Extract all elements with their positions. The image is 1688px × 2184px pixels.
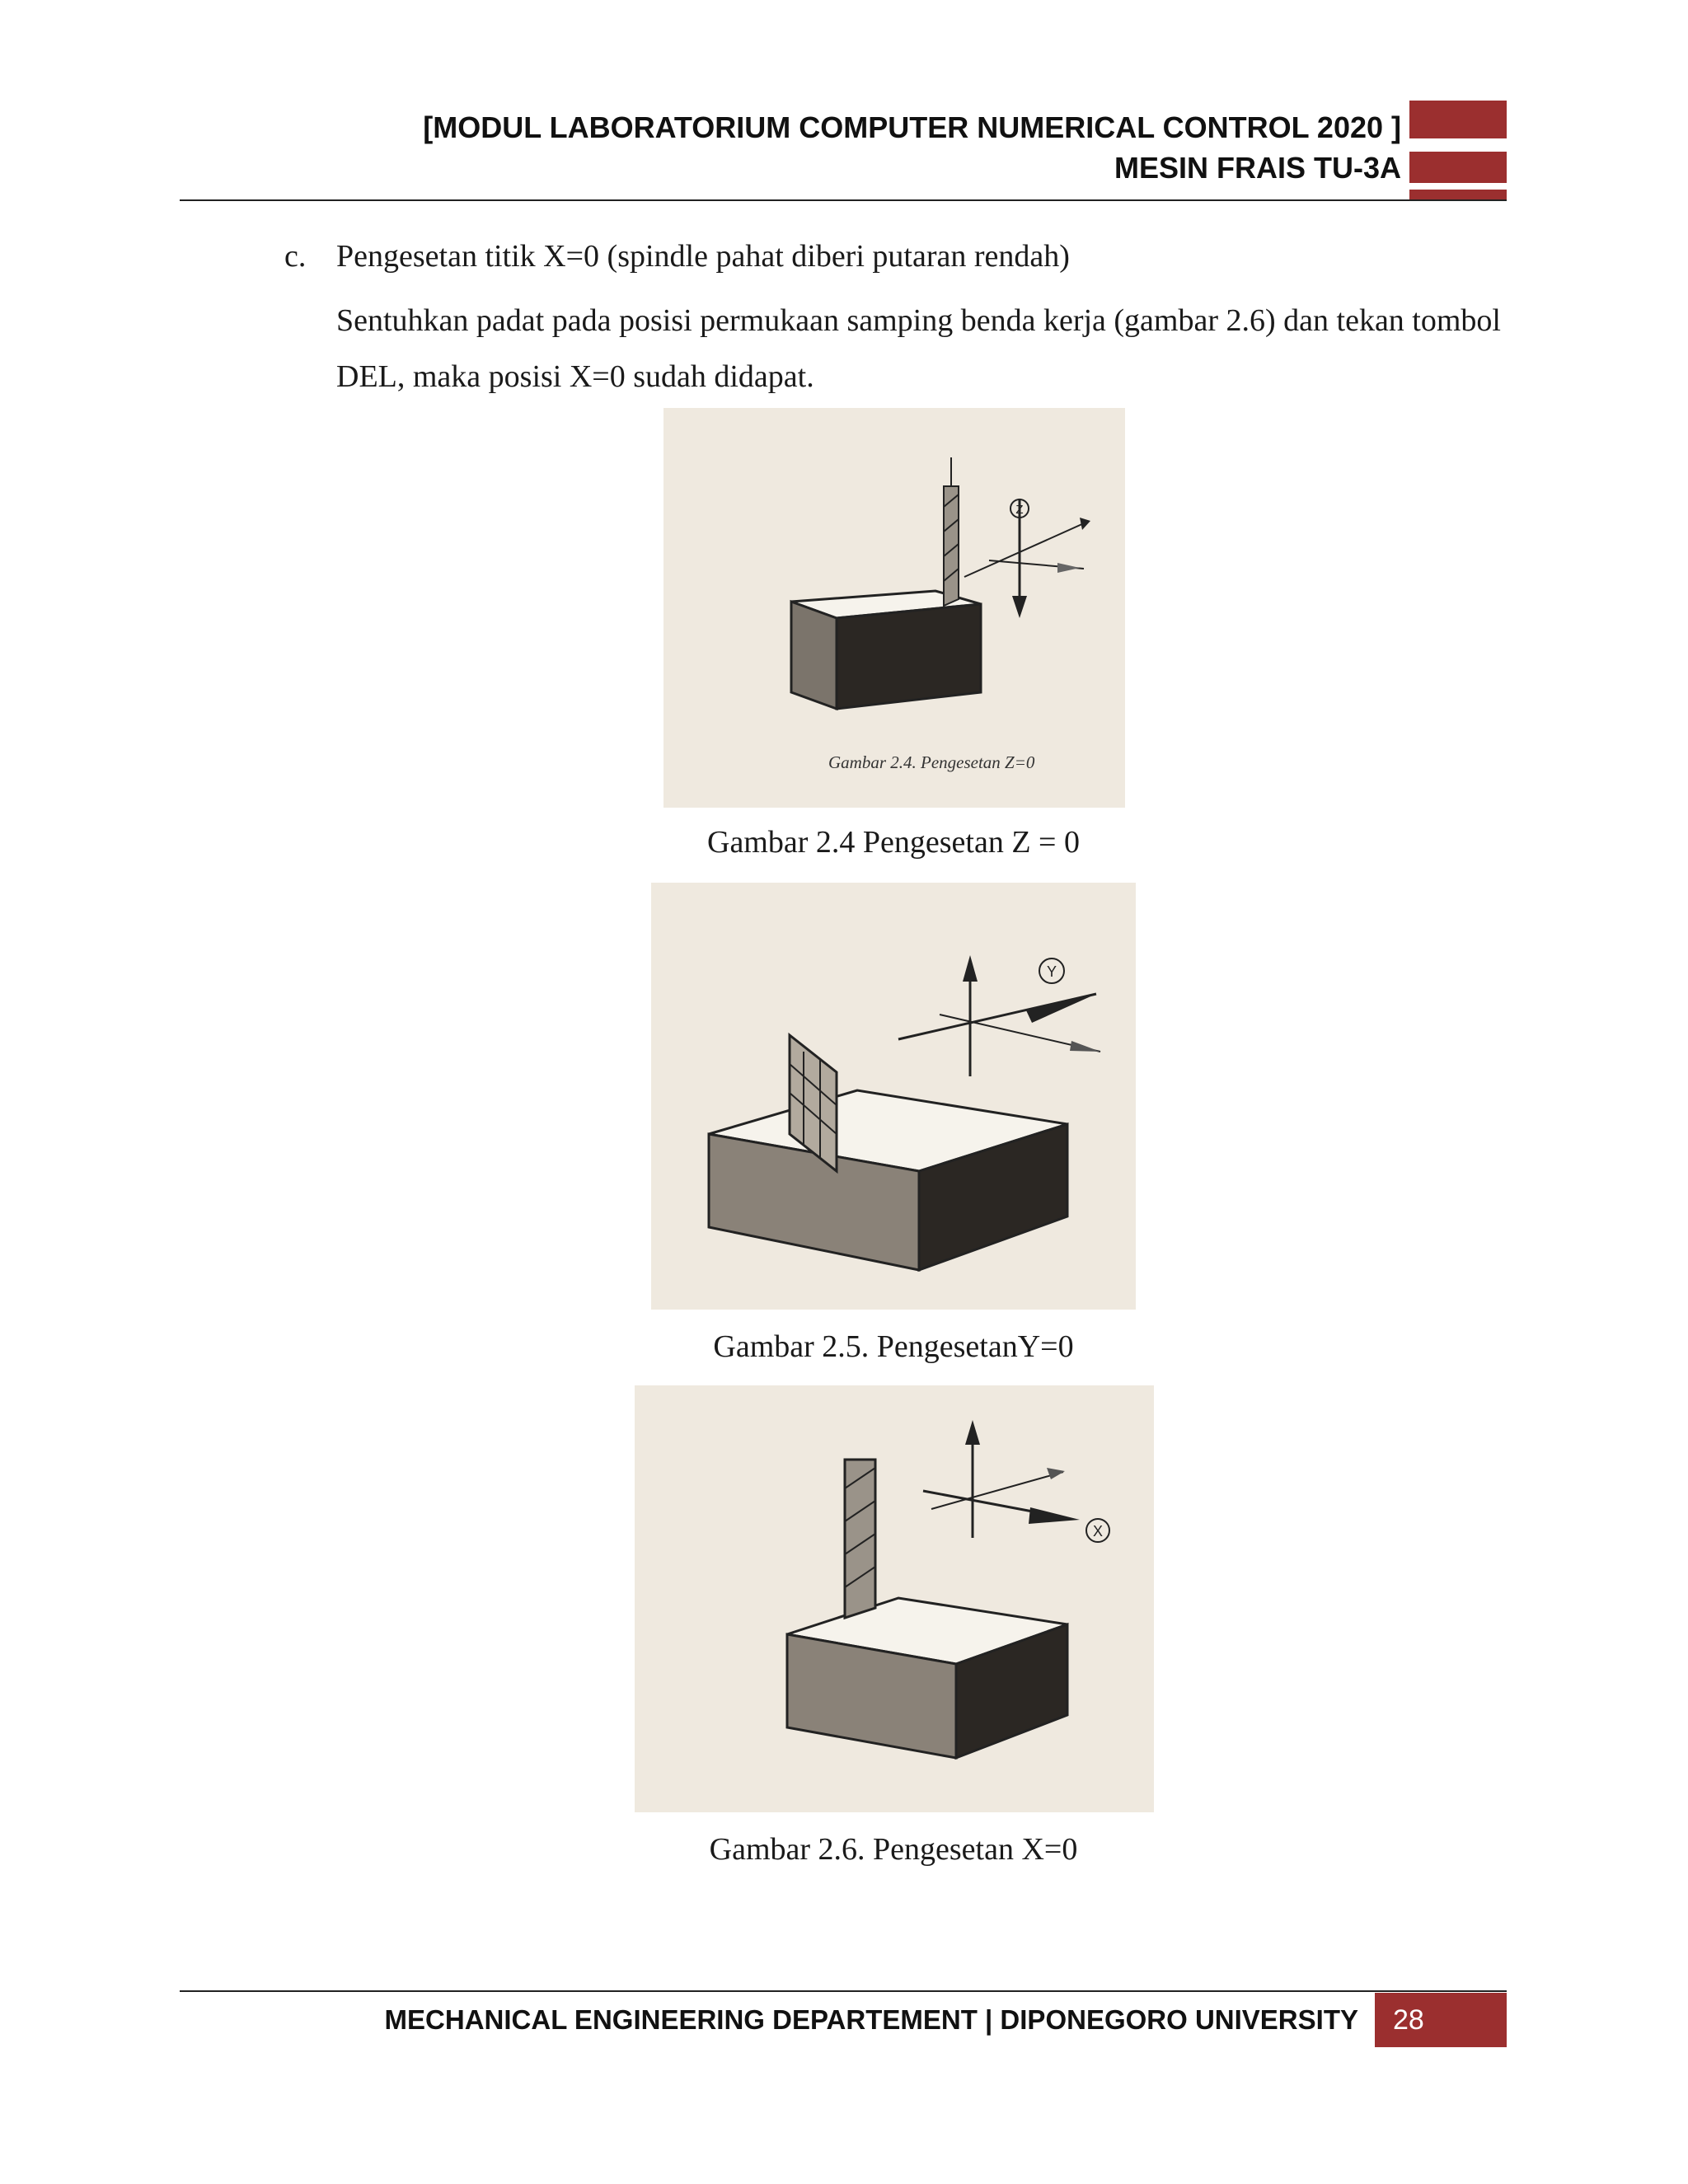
- figure-caption: Gambar 2.4 Pengesetan Z = 0: [707, 825, 1080, 860]
- figure-y-zero: [651, 883, 1136, 1310]
- list-item-text: Pengesetan titik X=0 (spindle pahat diberi putaran rendah): [336, 239, 1070, 274]
- list-item-label: c.: [284, 239, 307, 274]
- header-accent-block: [1409, 152, 1507, 183]
- header-title: [MODUL LABORATORIUM COMPUTER NUMERICAL CONTROL 2020 ]: [423, 110, 1401, 144]
- axis-label-y: Y: [1046, 963, 1057, 980]
- figure-z-zero: [663, 408, 1125, 808]
- figure-inner-caption: Gambar 2.4. Pengesetan Z=0: [828, 752, 1035, 772]
- figure-caption: Gambar 2.5. PengesetanY=0: [713, 1329, 1074, 1364]
- header-subtitle: MESIN FRAIS TU-3A: [1114, 151, 1401, 185]
- figure-caption: Gambar 2.6. Pengesetan X=0: [709, 1832, 1078, 1867]
- axis-label-x: X: [1092, 1523, 1104, 1540]
- header-accent-block: [1409, 101, 1507, 138]
- instruction-paragraph: Sentuhkan padat pada posisi permukaan samping benda kerja (gambar 2.6) dan tekan tombol DEL, maka posisi X=0 sudah didapat.: [336, 303, 1501, 394]
- header-accent-block: [1409, 190, 1507, 199]
- axis-label-z: Z: [1015, 503, 1024, 517]
- footer-divider: [180, 1990, 1507, 1992]
- header-divider: [180, 199, 1507, 201]
- figure-x-zero: [635, 1385, 1154, 1812]
- page-number: 28: [1375, 1993, 1507, 2047]
- footer-department: MECHANICAL ENGINEERING DEPARTEMENT | DIPONEGORO UNIVERSITY: [384, 2004, 1358, 2035]
